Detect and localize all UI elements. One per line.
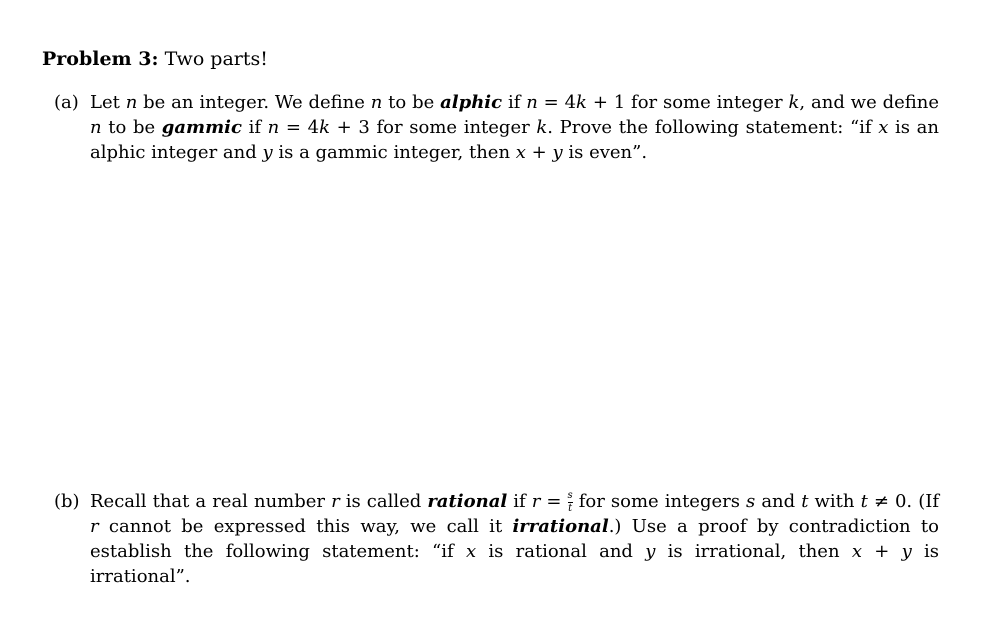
- math-var: k: [788, 92, 800, 113]
- math-var: x: [515, 142, 526, 163]
- text: is called: [339, 491, 428, 512]
- math-text: + 1 for some integer: [586, 92, 789, 113]
- text: if: [507, 491, 532, 512]
- part-a-label: (a): [54, 92, 79, 113]
- math-var: x: [851, 541, 862, 562]
- math-var: s: [746, 491, 756, 512]
- part-a: [54, 90, 939, 165]
- math-var: k: [319, 117, 331, 138]
- text: is an alphic integer and: [90, 117, 939, 163]
- text: is even”.: [562, 142, 648, 163]
- math-var: n: [370, 92, 383, 113]
- term-rational: rational: [427, 491, 508, 512]
- text: and: [755, 491, 802, 512]
- math-text: ≠ 0. (If: [867, 491, 939, 512]
- math-var: n: [90, 117, 102, 138]
- math-var: n: [125, 92, 138, 113]
- text: is a gammic integer, then: [272, 142, 516, 163]
- math-var: r: [531, 491, 541, 512]
- text: if: [241, 117, 268, 138]
- math-var: t: [860, 491, 868, 512]
- math-text: + 3 for some integer: [330, 117, 537, 138]
- problem-title: Two parts!: [164, 48, 268, 70]
- math-text: = 4: [537, 92, 577, 113]
- math-text: +: [525, 142, 553, 163]
- part-b-text: [90, 489, 939, 589]
- text: .) Use a proof by contradiction to establish the following statement: “if: [90, 516, 940, 562]
- part-b-label: (b): [54, 491, 80, 512]
- math-text: = 4: [279, 117, 320, 138]
- math-var: n: [267, 117, 280, 138]
- math-var: y: [901, 541, 912, 562]
- term-gammic: gammic: [161, 117, 242, 138]
- math-var: y: [645, 541, 656, 562]
- fraction-numerator: s: [567, 489, 573, 501]
- math-text: +: [861, 541, 902, 562]
- math-var: t: [801, 491, 809, 512]
- text: to be: [101, 117, 162, 138]
- math-var: n: [526, 92, 538, 113]
- text: to be: [382, 92, 441, 113]
- text: with: [808, 491, 861, 512]
- text: is rational and: [476, 541, 646, 562]
- text: Recall that a real number: [90, 491, 332, 512]
- math-text: =: [540, 491, 568, 512]
- text: if: [502, 92, 527, 113]
- text: be an integer. We define: [137, 92, 371, 113]
- part-b: [54, 489, 939, 589]
- text: . Prove the following statement: “if: [547, 117, 879, 138]
- text: is irrational”.: [90, 541, 940, 587]
- term-irrational: irrational: [512, 516, 609, 537]
- part-a-text: [90, 90, 939, 165]
- math-var: y: [262, 142, 273, 163]
- text: Let: [90, 92, 126, 113]
- math-var: x: [465, 541, 477, 562]
- math-var: r: [331, 491, 340, 512]
- text: , and we define: [799, 92, 940, 113]
- math-var: k: [576, 92, 587, 113]
- math-var: r: [90, 516, 99, 537]
- math-var: x: [878, 117, 889, 138]
- math-var: k: [536, 117, 548, 138]
- term-alphic: alphic: [440, 92, 503, 113]
- text: is irrational, then: [655, 541, 852, 562]
- problem-number: Problem 3:: [42, 48, 159, 70]
- text: cannot be expressed this way, we call it: [98, 516, 513, 537]
- fraction-denominator: t: [568, 502, 573, 514]
- math-var: y: [552, 142, 563, 163]
- text: for some integers: [572, 491, 747, 512]
- problem-heading: [42, 48, 268, 70]
